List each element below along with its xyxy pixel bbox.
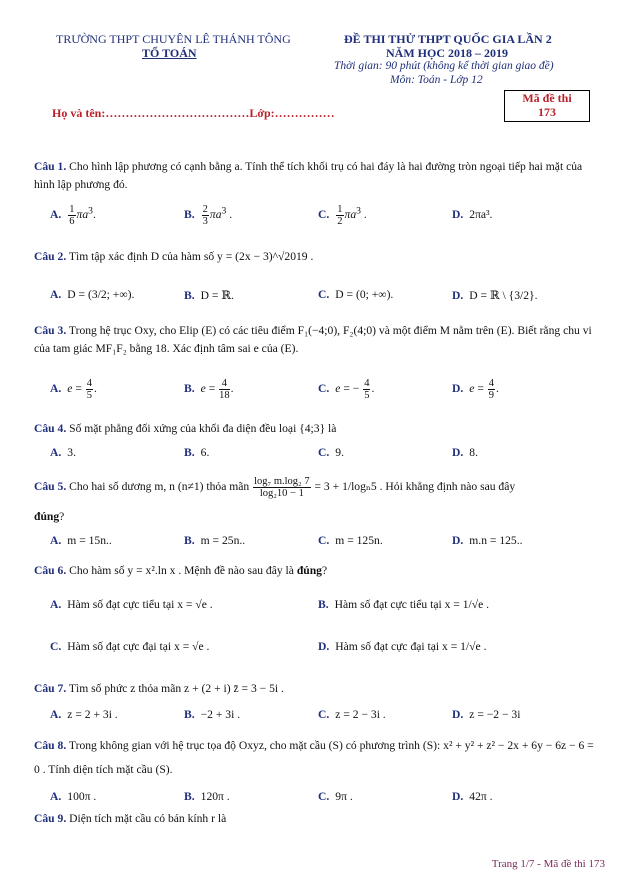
option-c-label: C. [318, 446, 330, 459]
question-label: Câu 1. [34, 160, 67, 173]
option-d-label: D. [452, 289, 464, 302]
option-d-text: Hàm số đạt cực đại tại x = 1/√e . [335, 640, 487, 653]
option-a-label: A. [50, 708, 62, 721]
question-label: Câu 7. [34, 682, 67, 695]
options-6 [50, 594, 610, 674]
question-text-2: = 3 + 1/logₙ5 . Hỏi khẳng định nào sau đây [314, 480, 516, 493]
question-text: Cho hình lập phương có cạnh bằng a. Tính thể tích khối trụ có hai đáy là hai đường tròn ngoại tiếp hai mặt của hình lập phương đó. [34, 160, 583, 191]
name-class-line: Họ và tên:………………………………Lớp:…………… [52, 106, 335, 120]
option-b-text: 120π . [200, 790, 230, 803]
option-a-label: A. [50, 790, 62, 803]
option-b-label: B. [318, 598, 329, 611]
option-c-label: C. [318, 790, 330, 803]
options-3: A. e = $\frac{4}{5}$ . B. e = $\frac{4}{18}$ . C. e = − $\frac{4}{5}$ . D. e = $\frac{4}{9}$ . [50, 378, 499, 401]
question-text: Cho hàm số y = x².ln x . Mệnh đề nào sau đây là [69, 564, 294, 577]
option-d-text: 8. [469, 446, 478, 459]
option-a-text: Hàm số đạt cực tiểu tại x = √e . [67, 598, 213, 611]
question-text: Diện tích mặt cầu có bán kính r là [69, 812, 227, 825]
options-5 [50, 534, 610, 554]
option-d-label: D. [452, 534, 464, 547]
q5-fraction: $\frac{\text{log₇ m.log₂ 7}}{\text{log₂10 − 1}}$ [254, 475, 310, 499]
options-7 [50, 708, 610, 728]
option-c-text: 9π . [335, 790, 353, 803]
options-1: A. $\frac{1}{6}$ $\pi a^3$. B. $\frac{2}{3}$ $\pi a^3$ . C. $\frac{1}{2}$ $\pi a^3$ . D. 2πa³. [50, 204, 493, 227]
option-d-label: D. [452, 382, 464, 396]
option-b-label: B. [184, 534, 195, 547]
option-d-label: D. [452, 446, 464, 459]
question-text: Trong hệ trục Oxy, cho Elip (E) có các tiêu điểm F₁(−4;0), F₂(4;0) và một điểm M nằm trên (E). Biết rằng chu vi của tam giác MF₁F₂ bằng 18. Xác định tâm sai e của (E). [34, 324, 592, 355]
option-d-label: D. [318, 640, 330, 653]
exam-code-label: Mã đề thi [522, 91, 572, 105]
options-2 [50, 284, 610, 310]
question-label: Câu 5. [34, 480, 67, 493]
option-c-label: C. [318, 208, 330, 222]
question-1 [34, 158, 600, 194]
question-label: Câu 3. [34, 324, 67, 337]
option-d-label: D. [452, 208, 464, 221]
option-a-text: 3. [67, 446, 76, 459]
option-d-label: D. [452, 708, 464, 721]
question-label: Câu 9. [34, 812, 67, 825]
option-d-text: D = ℝ \ {3/2}. [469, 289, 538, 302]
question-9 [34, 810, 600, 828]
option-c-text: m = 125n. [335, 534, 383, 547]
option-a-text: 100π . [67, 790, 97, 803]
option-b-text: D = ℝ. [200, 289, 234, 302]
option-b-label: B. [184, 382, 195, 396]
option-a-label: A. [50, 208, 62, 222]
question-2 [34, 248, 600, 266]
option-d-text: 2πa³. [469, 208, 493, 221]
option-b-label: B. [184, 790, 195, 803]
options-4 [50, 446, 610, 466]
question-text: Trong không gian với hệ trục tọa độ Oxyz, cho mặt cầu (S) có phương trình (S): x² + y² + z² − 2x + 6y − 6z − 6 = 0 . Tính diện tích mặt cầu (S). [34, 739, 594, 776]
question-text-bold: đúng [296, 564, 322, 577]
option-b-label: B. [184, 208, 195, 222]
option-a-label: A. [50, 598, 62, 611]
question-text: Số mặt phẳng đối xứng của khối đa diện đều loại {4;3} là [69, 422, 337, 435]
exam-subject: Môn: Toán - Lớp 12 [390, 74, 483, 86]
option-c-text: Hàm số đạt cực đại tại x = √e . [67, 640, 210, 653]
option-c-label: C. [318, 534, 330, 547]
school-name: TRƯỜNG THPT CHUYÊN LÊ THÁNH TÔNG [56, 32, 291, 46]
question-4 [34, 420, 600, 438]
option-a-label: A. [50, 446, 62, 459]
option-a-text: m = 15n.. [67, 534, 112, 547]
question-label: Câu 6. [34, 564, 67, 577]
option-c-text: z = 2 − 3i . [335, 708, 386, 721]
question-text-bold: đúng [34, 510, 60, 523]
option-a-label: A. [50, 534, 62, 547]
option-b-label: B. [184, 708, 195, 721]
option-a-label: A. [50, 288, 62, 301]
option-d-text: 42π . [469, 790, 493, 803]
option-c-text: 9. [335, 446, 344, 459]
option-b-text: −2 + 3i . [200, 708, 241, 721]
exam-code-box [504, 90, 590, 122]
option-d-label: D. [452, 790, 464, 803]
question-8 [34, 734, 600, 782]
exam-title: ĐỀ THI THỬ THPT QUỐC GIA LẦN 2 [344, 32, 552, 46]
department: TỔ TOÁN [142, 46, 197, 60]
option-b-label: B. [184, 446, 195, 459]
option-b-text: Hàm số đạt cực tiểu tại x = 1/√e . [334, 598, 490, 611]
question-5: Câu 5. Cho hai số dương m, n (n≠1) thỏa mãn $\frac{\text{log₇ m.log₂ 7}}{\text{log₂10 − 1}}$ = 3 + 1/logₙ5 . Hỏi khẳng định nào sau đây đúng? [34, 475, 516, 523]
option-b-label: B. [184, 289, 195, 302]
option-c-label: C. [318, 708, 330, 721]
exam-code: 173 [538, 105, 556, 119]
question-text: Cho hai số dương m, n (n≠1) thỏa mãn [69, 480, 250, 493]
option-c-label: C. [318, 382, 330, 396]
option-a-text: D = (3/2; +∞). [67, 288, 135, 301]
question-label: Câu 2. [34, 250, 67, 263]
question-3 [34, 322, 600, 358]
option-c-text: D = (0; +∞). [335, 288, 394, 301]
question-7 [34, 680, 600, 698]
option-d-text: z = −2 − 3i [469, 708, 521, 721]
options-8 [50, 790, 610, 810]
question-text: Tìm tập xác định D của hàm số y = (2x − 3)^√2019 . [68, 250, 314, 263]
school-year: NĂM HỌC 2018 – 2019 [386, 46, 508, 60]
exam-time: Thời gian: 90 phút (không kể thời gian giao đề) [334, 60, 554, 72]
option-b-text: 6. [200, 446, 210, 459]
option-b-text: m = 25n.. [200, 534, 246, 547]
option-a-text: z = 2 + 3i . [67, 708, 118, 721]
option-a-label: A. [50, 382, 62, 396]
option-d-text: m.n = 125.. [469, 534, 523, 547]
page-footer: Trang 1/7 - Mã đề thi 173 [491, 858, 605, 870]
option-c-label: C. [50, 640, 62, 653]
question-text: Tìm số phức z thỏa mãn z + (2 + i) z̄ = 3 − 5i . [68, 682, 284, 695]
question-label: Câu 8. [34, 739, 67, 752]
option-c-label: C. [318, 288, 330, 301]
question-6: Câu 6. Cho hàm số y = x².ln x . Mệnh đề nào sau đây là đúng? [34, 564, 328, 577]
question-label: Câu 4. [34, 422, 67, 435]
